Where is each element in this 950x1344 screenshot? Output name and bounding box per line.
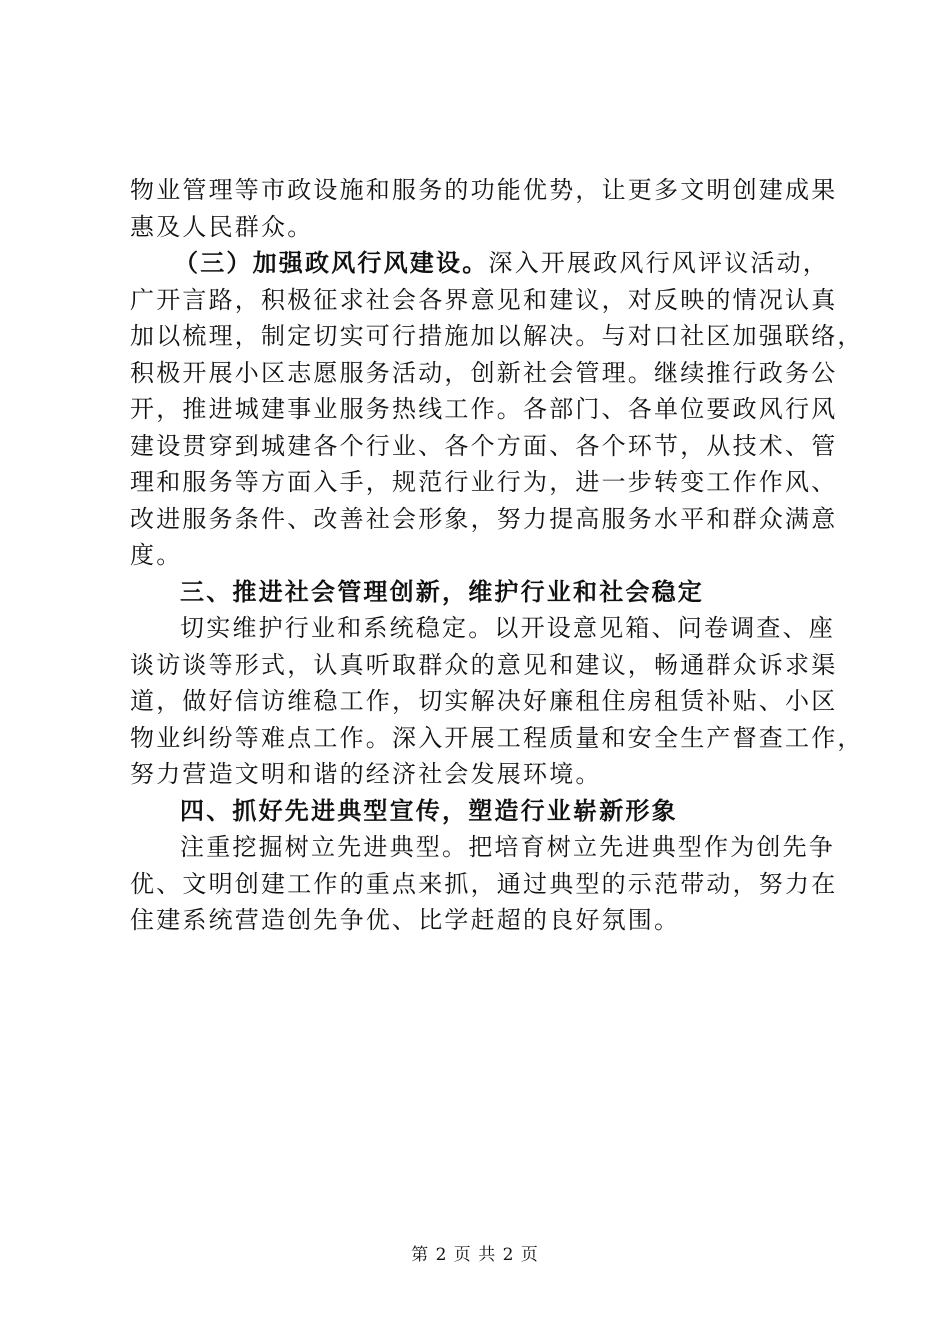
paragraph-line: 物业纠纷等难点工作。深入开展工程质量和安全生产督查工作， (130, 723, 864, 752)
paragraph-line: 理和服务等方面入手，规范行业行为，进一步转变工作作风、 (130, 468, 838, 496)
page-number: 第 2 页 共 2 页 (411, 1245, 539, 1265)
paragraph-line: 道，做好信访维稳工作，切实解决好廉租住房租赁补贴、小区 (130, 687, 838, 715)
paragraph-line: 开，推进城建事业服务热线工作。各部门、各单位要政风行风 (130, 395, 838, 423)
paragraph-line: 切实维护行业和系统稳定。以开设意见箱、问卷调查、座 (180, 614, 835, 642)
subsection-line (130, 245, 830, 282)
paragraph-line: 优、文明创建工作的重点来抓，通过典型的示范带动，努力在 (130, 869, 838, 898)
subsection-heading: （三）加强政风行风建设。 (174, 248, 489, 277)
paragraph-line: 积极开展小区志愿服务活动，创新社会管理。继续推行政务公 (130, 358, 838, 387)
document-body (130, 172, 864, 939)
paragraph-line: 度。 (130, 541, 183, 569)
paragraph-line: 住建系统营造创先争优、比学赶超的良好氛围。 (130, 906, 681, 934)
paragraph-line: 加以梳理，制定切实可行措施加以解决。与对口社区加强联络， (130, 322, 864, 350)
section-heading: 三、推进社会管理创新，维护行业和社会稳定 (180, 576, 704, 606)
paragraph-line: 广开言路，积极征求社会各界意见和建议，对反映的情况认真 (130, 285, 838, 314)
section-heading: 四、抓好先进典型宣传，塑造行业崭新形象 (180, 795, 678, 825)
paragraph-line: 谈访谈等形式，认真听取群众的意见和建议，畅通群众诉求渠 (130, 650, 838, 679)
paragraph-line: 惠及人民群众。 (130, 212, 314, 241)
paragraph-line: 改进服务条件、改善社会形象，努力提高服务水平和群众满意 (130, 504, 838, 533)
paragraph-line: 建设贯穿到城建各个行业、各个方面、各个环节，从技术、管 (130, 431, 838, 460)
subsection-text: 深入开展政风行风评议活动， (488, 249, 830, 277)
paragraph-line: 物业管理等市政设施和服务的功能优势，让更多文明创建成果 (130, 176, 838, 204)
paragraph-line: 注重挖掘树立先进典型。把培育树立先进典型作为创先争 (180, 833, 835, 861)
paragraph-line: 努力营造文明和谐的经济社会发展环境。 (130, 760, 602, 788)
